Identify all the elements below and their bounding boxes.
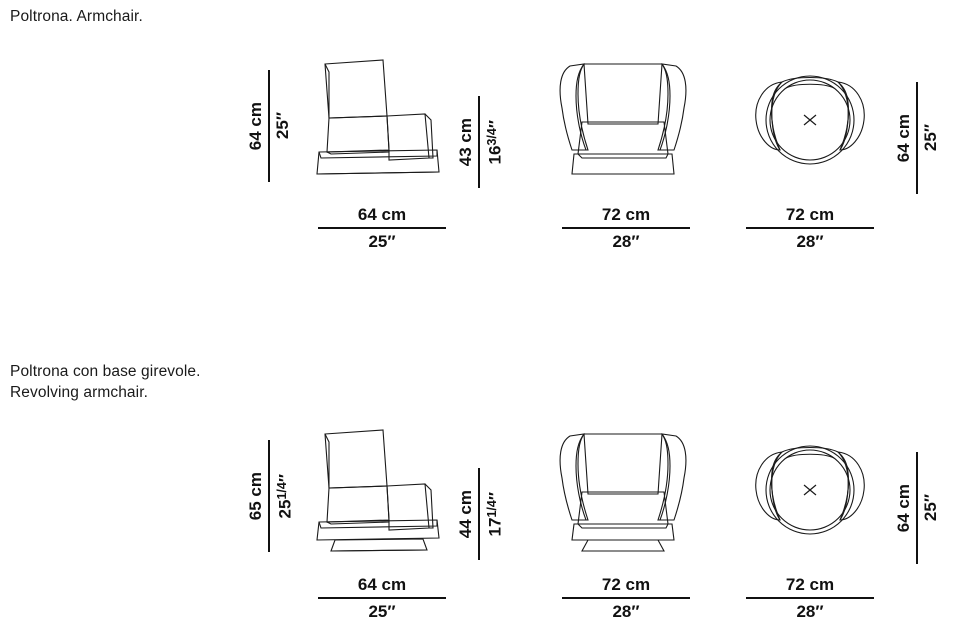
section-title-armchair	[10, 6, 143, 27]
dim-imperial-unit: ″	[485, 491, 505, 500]
dim-width-revolving-side	[318, 574, 446, 622]
armchair-side-view	[305, 54, 465, 184]
dim-height-revolving-side	[246, 440, 295, 552]
dim-value-metric: 64 cm	[246, 101, 265, 151]
dim-value-metric: 72 cm	[785, 205, 835, 224]
section-title-line: Revolving armchair.	[10, 384, 149, 401]
dim-value-imperial: 28″	[612, 232, 640, 251]
dim-value-metric: 65 cm	[246, 471, 265, 521]
section-title-line: Poltrona. Armchair.	[10, 8, 143, 25]
dim-imperial-fraction: 3/4	[485, 127, 499, 146]
dim-rule	[478, 468, 480, 560]
dim-rule	[916, 82, 918, 194]
dim-value-imperial: 25″	[368, 232, 396, 251]
dim-height-armchair-side	[246, 70, 292, 182]
dim-value-metric: 64 cm	[894, 113, 913, 163]
dim-value-metric: 72 cm	[601, 575, 651, 594]
dim-width-revolving-top	[746, 574, 874, 622]
dim-rule	[746, 227, 874, 229]
dim-width-armchair-side	[318, 204, 446, 252]
dim-value-imperial	[483, 492, 505, 536]
dim-value-metric: 43 cm	[456, 117, 475, 167]
dim-width-armchair-top	[746, 204, 874, 252]
section-title-revolving-armchair	[10, 361, 201, 403]
dim-imperial-fraction: 1/4	[485, 499, 499, 518]
revolving-armchair-side-view	[305, 424, 465, 559]
dim-imperial-whole: 25	[275, 499, 295, 519]
dim-imperial-whole: 16	[485, 145, 505, 165]
dim-rule	[478, 96, 480, 188]
dim-rule	[916, 452, 918, 564]
dim-rule	[562, 597, 690, 599]
dim-value-metric: 64 cm	[357, 205, 407, 224]
dim-value-metric: 64 cm	[894, 483, 913, 533]
dim-value-metric: 72 cm	[601, 205, 651, 224]
dim-value-imperial: 25″	[368, 602, 396, 621]
dim-value-metric: 64 cm	[357, 575, 407, 594]
armchair-front-view	[548, 54, 703, 184]
dim-value-imperial: 25″	[273, 112, 292, 140]
armchair-top-view	[740, 58, 880, 178]
dim-rule	[268, 440, 270, 552]
revolving-armchair-top-view	[740, 428, 880, 548]
dim-imperial-fraction: 1/4	[275, 481, 289, 500]
dim-imperial-whole: 17	[485, 517, 505, 537]
dim-imperial-unit: ″	[275, 473, 295, 482]
dim-value-imperial: 28″	[796, 232, 824, 251]
dim-rule	[268, 70, 270, 182]
section-title-line: Poltrona con base girevole.	[10, 363, 201, 380]
dim-width-revolving-front	[562, 574, 690, 622]
dim-rule	[746, 597, 874, 599]
dim-value-imperial	[273, 474, 295, 518]
dim-rule	[318, 227, 446, 229]
dim-height-armchair-front	[456, 96, 505, 188]
dim-height-revolving-front	[456, 468, 505, 560]
dim-value-imperial: 28″	[796, 602, 824, 621]
dim-value-imperial: 25″	[921, 124, 940, 152]
dim-width-armchair-front	[562, 204, 690, 252]
dim-height-revolving-top	[894, 452, 940, 564]
dim-rule	[562, 227, 690, 229]
dim-rule	[318, 597, 446, 599]
dim-value-imperial: 25″	[921, 494, 940, 522]
revolving-armchair-front-view	[548, 424, 703, 559]
dim-imperial-unit: ″	[485, 119, 505, 128]
dim-value-metric: 44 cm	[456, 489, 475, 539]
dim-value-imperial	[483, 120, 505, 164]
dim-height-armchair-top	[894, 82, 940, 194]
dim-value-metric: 72 cm	[785, 575, 835, 594]
dim-value-imperial: 28″	[612, 602, 640, 621]
